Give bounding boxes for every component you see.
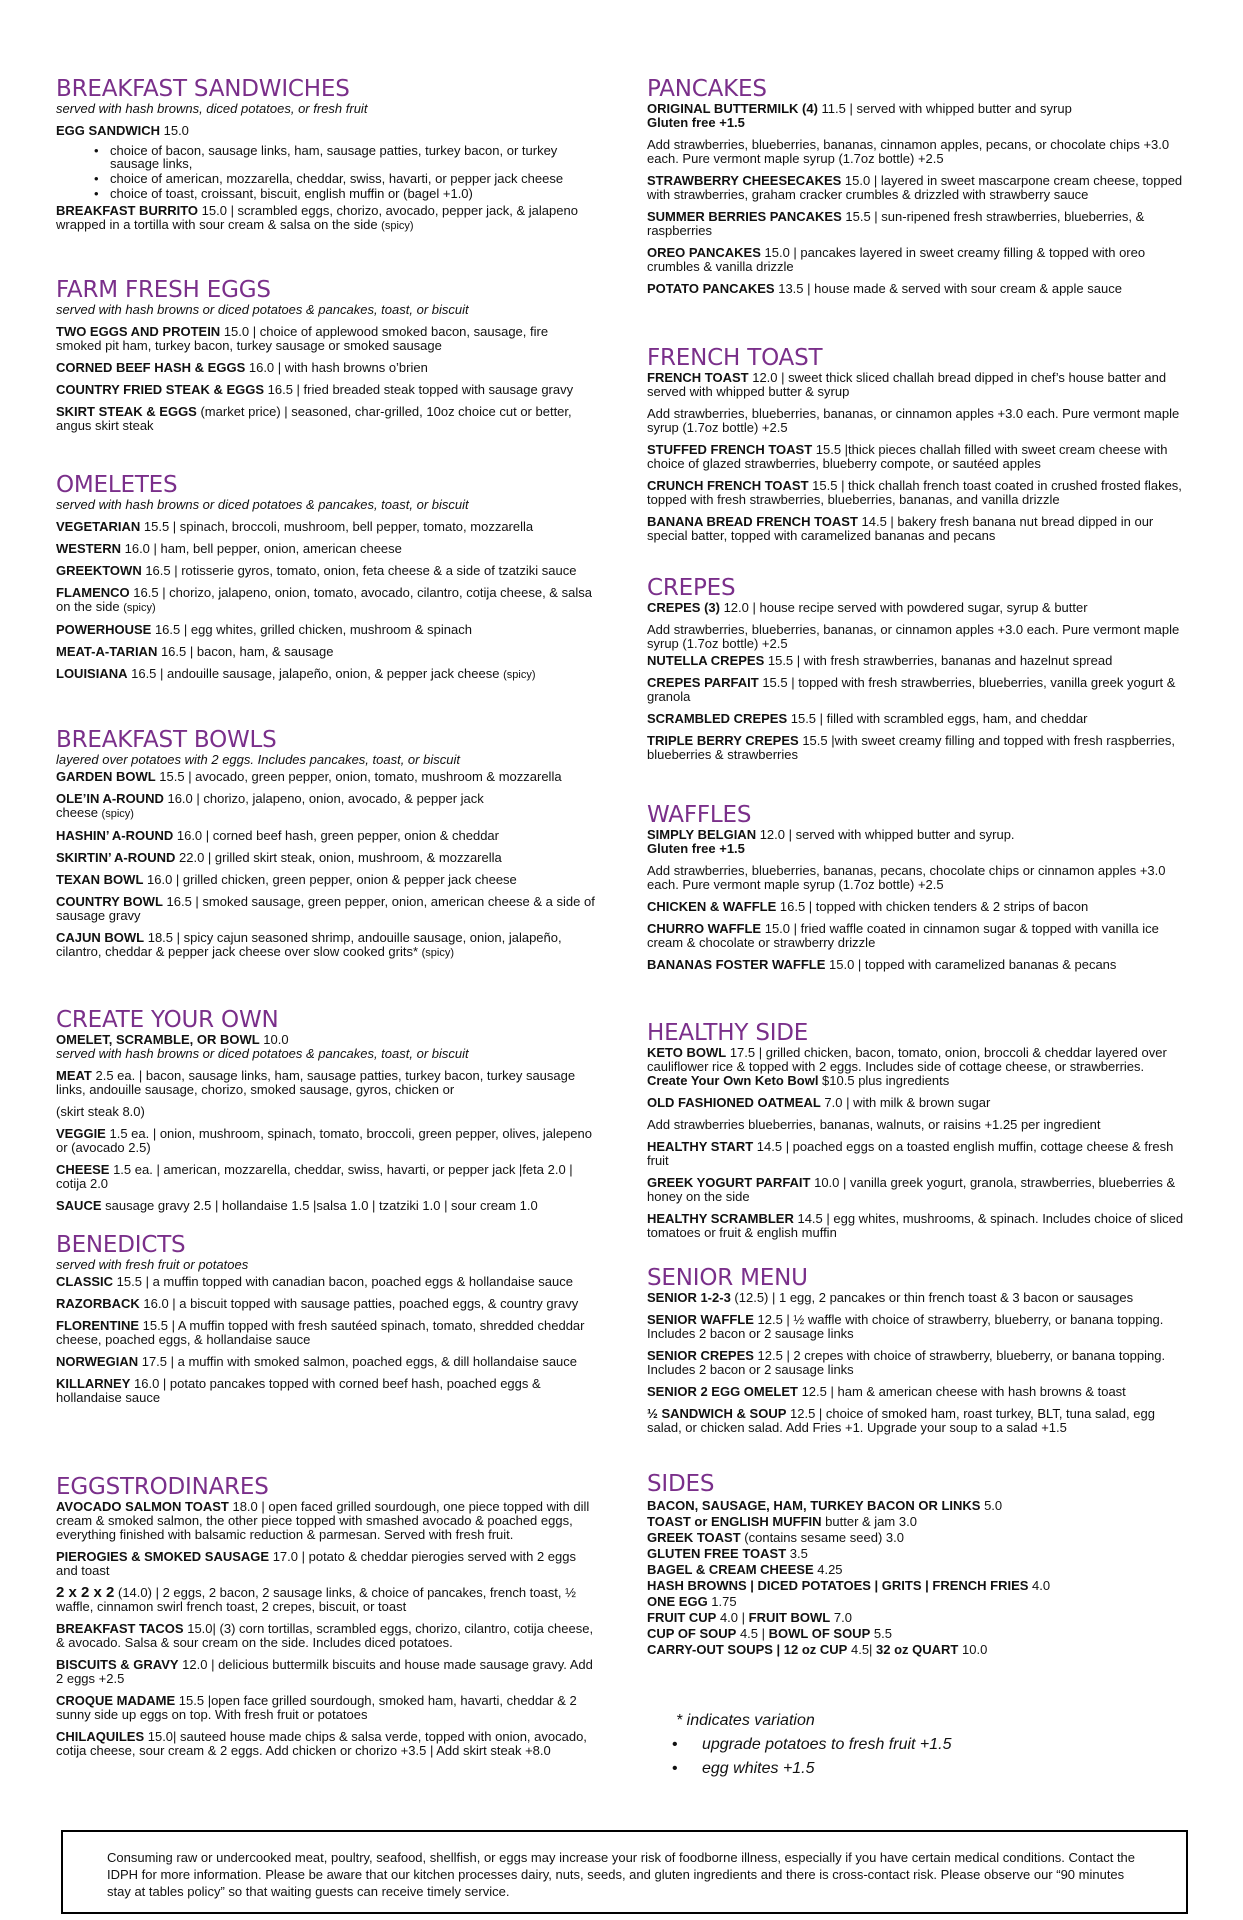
note-item: • egg whites +1.5	[668, 1757, 1148, 1781]
menu-item	[56, 1500, 596, 1542]
item-desc: 15.5 | thick challah french toast coated in crushed frosted flakes, topped with fresh strawberries, blueberries, bananas, and vanilla drizzle	[647, 478, 1182, 507]
item-name: CHEESE	[56, 1162, 110, 1177]
item-name: FLORENTINE	[56, 1318, 140, 1333]
menu-item	[56, 1163, 596, 1191]
menu-item	[56, 1069, 596, 1097]
item-name: CRUNCH FRENCH TOAST	[647, 478, 809, 493]
item-name: EGG SANDWICH	[56, 123, 160, 138]
menu-item	[56, 1127, 596, 1155]
item-name: POTATO PANCAKES	[647, 281, 775, 296]
menu-item	[56, 1199, 596, 1213]
section-title: BENEDICTS	[56, 1232, 186, 1258]
item-name: RAZORBACK	[56, 1296, 140, 1311]
section-subtitle: served with hash browns or diced potatoes & pancakes, toast, or biscuit	[56, 497, 469, 512]
item-desc: 1.5 ea. | american, mozzarella, cheddar, swiss, havarti, or pepper jack |feta 2.0 | cotija 2.0	[56, 1162, 573, 1191]
item-desc: 15.0 | choice of applewood smoked bacon, sausage, fire smoked pit ham, turkey bacon, turkey sausage or smoked sausage	[56, 324, 549, 353]
option-item: • choice of bacon, sausage links, ham, sausage patties, turkey bacon, or turkey sausage links,	[94, 144, 596, 170]
section-title: SENIOR MENU	[647, 1265, 808, 1291]
item-desc: 16.5 | egg whites, grilled chicken, mushroom & spinach	[151, 622, 472, 637]
menu-item	[56, 1275, 596, 1289]
item-desc: 11.5 | served with whipped butter and syrup	[817, 101, 1072, 116]
item-desc: 14.5 | egg whites, mushrooms, & spinach. Includes choice of sliced tomatoes or fruit & english muffin	[647, 1211, 1184, 1240]
item-name: VEGETARIAN	[56, 519, 141, 534]
menu-item	[56, 1377, 596, 1405]
item-price: 10.0	[259, 1032, 289, 1047]
menu-item	[56, 405, 596, 433]
item-desc: 12.0 | sweet thick sliced challah bread dipped in chef’s house batter and served with whipped butter & syrup	[647, 370, 1167, 399]
menu-item	[647, 479, 1187, 507]
item-name: SAUCE	[56, 1198, 102, 1213]
item-desc: 22.0 | grilled skirt steak, onion, mushroom, & mozzarella	[175, 850, 502, 865]
item-name: CHURRO WAFFLE	[647, 921, 762, 936]
menu-item	[647, 864, 1187, 892]
section-eggstrodinares	[56, 1474, 596, 1758]
item-name: CUP OF SOUP	[647, 1626, 737, 1641]
item-name: Create Your Own Keto Bowl	[647, 1073, 819, 1088]
item-desc: 10.0	[958, 1642, 988, 1657]
section-french-toast	[647, 345, 1187, 543]
section-title: HEALTHY SIDE	[647, 1020, 809, 1046]
section-subtitle: served with fresh fruit or potatoes	[56, 1257, 249, 1272]
menu-item	[56, 667, 596, 682]
menu-item	[647, 676, 1187, 704]
menu-item	[56, 1730, 596, 1758]
item-desc: 15.5 | with fresh strawberries, bananas and hazelnut spread	[764, 653, 1113, 668]
side-item	[647, 1579, 1187, 1593]
menu-item	[56, 1622, 596, 1650]
spicy-note: (spicy)	[123, 602, 156, 614]
item-desc: 17.0 | potato & cheddar pierogies served with 2 eggs and toast	[56, 1549, 576, 1578]
item-name: FRUIT BOWL	[748, 1610, 831, 1625]
menu-item	[647, 174, 1187, 202]
item-name: GREEKTOWN	[56, 563, 142, 578]
section-title: OMELETES	[56, 472, 178, 498]
item-name: STUFFED FRENCH TOAST	[647, 442, 813, 457]
menu-item	[647, 282, 1187, 296]
item-desc: 16.5 | bacon, ham, & sausage	[157, 644, 334, 659]
item-name: BANANA BREAD FRENCH TOAST	[647, 514, 858, 529]
menu-item	[56, 542, 596, 556]
item-name: TRIPLE BERRY CREPES	[647, 733, 799, 748]
section-crepes	[647, 575, 1187, 762]
item-name: CREPES PARFAIT	[647, 675, 759, 690]
menu-item	[56, 1550, 596, 1578]
side-item	[647, 1595, 1187, 1609]
item-desc: sausage gravy 2.5 | hollandaise 1.5 |salsa 1.0 | tzatziki 1.0 | sour cream 1.0	[101, 1198, 538, 1213]
item-name: GREEK TOAST	[647, 1530, 741, 1545]
item-name: BAGEL & CREAM CHEESE	[647, 1562, 814, 1577]
side-item	[647, 1627, 1187, 1641]
item-desc: (14.0) | 2 eggs, 2 bacon, 2 sausage links, & choice of pancakes, french toast, ½ waffle, cinnamon swirl french toast, 2 crepes, biscuit, or toast	[56, 1585, 576, 1614]
section-title: CREATE YOUR OWN	[56, 1007, 279, 1033]
menu-item	[647, 246, 1187, 274]
menu-item	[647, 1313, 1187, 1341]
item-desc: (12.5) | 1 egg, 2 pancakes or thin french toast & 3 bacon or sausages	[730, 1290, 1134, 1305]
menu-item	[56, 586, 596, 615]
item-name: BOWL OF SOUP	[768, 1626, 871, 1641]
item-desc: 16.5 | rotisserie gyros, tomato, onion, feta cheese & a side of tzatziki sauce	[141, 563, 577, 578]
menu-item	[56, 895, 596, 923]
item-name: 32 oz QUART	[872, 1642, 959, 1657]
item-name: CHILAQUILES	[56, 1729, 145, 1744]
menu-item	[56, 1319, 596, 1347]
item-desc: 16.5 | andouille sausage, jalapeño, onion, & pepper jack cheese	[127, 666, 504, 681]
item-name: CARRY-OUT SOUPS | 12 oz CUP	[647, 1642, 848, 1657]
item-name: SKIRTIN’ A-ROUND	[56, 850, 176, 865]
item-name: SENIOR 2 EGG OMELET	[647, 1384, 798, 1399]
section-healthy-side	[647, 1020, 1187, 1240]
item-desc: 16.5 | smoked sausage, green pepper, onion, american cheese & a side of sausage gravy	[56, 894, 595, 923]
item-desc: 16.0 | corned beef hash, green pepper, onion & cheddar	[173, 828, 499, 843]
item-name: OMELET, SCRAMBLE, OR BOWL	[56, 1032, 260, 1047]
item-name: STRAWBERRY CHEESECAKES	[647, 173, 842, 188]
menu-item	[647, 712, 1187, 726]
item-name: BREAKFAST TACOS	[56, 1621, 184, 1636]
item-name: CREPES (3)	[647, 600, 720, 615]
item-desc: 16.0 | a biscuit topped with sausage patties, poached eggs, & country gravy	[139, 1296, 579, 1311]
notes-block	[668, 1709, 1148, 1781]
section-subtitle: served with hash browns, diced potatoes, or fresh fruit	[56, 101, 368, 116]
option-list	[94, 144, 596, 200]
option-item: • choice of toast, croissant, biscuit, english muffin or (bagel +1.0)	[94, 187, 596, 200]
menu-item	[647, 1140, 1187, 1168]
item-name: TOAST or ENGLISH MUFFIN	[647, 1514, 822, 1529]
menu-item	[56, 931, 596, 960]
item-name: SENIOR CREPES	[647, 1348, 754, 1363]
item-name: NUTELLA CREPES	[647, 653, 765, 668]
item-desc: 10.0 | vanilla greek yogurt, granola, strawberries, blueberries & honey on the side	[647, 1175, 1176, 1204]
item-desc: 15.0 | pancakes layered in sweet creamy filling & topped with oreo crumbles & vanilla drizzle	[647, 245, 1146, 274]
disclaimer-box	[61, 1830, 1188, 1914]
menu-item	[647, 900, 1187, 914]
item-desc: 4.0 |	[716, 1610, 749, 1625]
menu-item	[56, 623, 596, 637]
item-name: KETO BOWL	[647, 1045, 727, 1060]
menu-item	[647, 828, 1187, 856]
item-name: MEAT-A-TARIAN	[56, 644, 158, 659]
item-desc: 16.0 | with hash browns o’brien	[245, 360, 428, 375]
item-desc: 18.5 | spicy cajun seasoned shrimp, andouille sausage, onion, jalapeño, cilantro, cheddar & pepper jack cheese over slow cooked grits*	[56, 930, 562, 959]
item-name: TEXAN BOWL	[56, 872, 144, 887]
item-desc: 7.0	[830, 1610, 852, 1625]
item-name: HEALTHY SCRAMBLER	[647, 1211, 794, 1226]
menu-item	[647, 1046, 1187, 1088]
menu-item	[56, 770, 596, 784]
item-name: SENIOR WAFFLE	[647, 1312, 754, 1327]
item-desc: 16.5 | topped with chicken tenders & 2 strips of bacon	[776, 899, 1089, 914]
item-desc: Add strawberries, blueberries, bananas, cinnamon apples, pecans, or chocolate chips +3.0 each. Pure vermont maple syrup (1.7oz bottle) +2.5	[647, 137, 1170, 166]
item-desc: 15.5 | avocado, green pepper, onion, tomato, mushroom & mozzarella	[155, 769, 562, 784]
menu-item	[56, 1033, 596, 1047]
menu-item	[647, 1349, 1187, 1377]
item-desc: 15.5 | topped with fresh strawberries, blueberries, vanilla greek yogurt & granola	[647, 675, 1176, 704]
menu-item	[56, 204, 596, 233]
menu-item	[56, 1105, 596, 1119]
item-name: POWERHOUSE	[56, 622, 152, 637]
item-name: VEGGIE	[56, 1126, 106, 1141]
section-title: PANCAKES	[647, 76, 767, 102]
menu-item	[647, 210, 1187, 238]
menu-item	[647, 371, 1187, 399]
menu-item	[647, 1407, 1187, 1435]
menu-item	[647, 1118, 1187, 1132]
item-desc: 15.5 |open face grilled sourdough, smoked ham, havarti, cheddar & 2 sunny side up eggs on top. With fresh fruit or potatoes	[56, 1693, 577, 1722]
spicy-note: (spicy)	[381, 220, 414, 232]
item-name: CAJUN BOWL	[56, 930, 145, 945]
side-item	[647, 1611, 1187, 1625]
item-desc: 12.0 | delicious buttermilk biscuits and house made sausage gravy. Add 2 eggs +2.5	[56, 1657, 593, 1686]
spicy-note: (spicy)	[421, 947, 455, 959]
menu-item	[647, 407, 1187, 435]
item-desc: 12.0 | served with whipped butter and syrup.	[756, 827, 1015, 842]
item-desc: 15.5 |thick pieces challah filled with sweet cream cheese with choice of glazed strawberries, blueberry compote, or sautéed apples	[647, 442, 1168, 471]
menu-item	[647, 1385, 1187, 1399]
item-desc: 1.75	[707, 1594, 737, 1609]
menu-item	[56, 1586, 596, 1614]
menu-item	[647, 515, 1187, 543]
menu-item	[56, 1297, 596, 1311]
item-name: OREO PANCAKES	[647, 245, 761, 260]
section-title: CREPES	[647, 575, 736, 601]
item-name: PIEROGIES & SMOKED SAUSAGE	[56, 1549, 270, 1564]
section-title: BREAKFAST SANDWICHES	[56, 76, 350, 102]
disclaimer-text: Consuming raw or undercooked meat, poultry, seafood, shellfish, or eggs may increase your risk of foodborne illness, especially if you have certain medical conditions. Contact the IDPH for more information. Please be aware that our kitchen processes dairy, nuts, seeds, and gluten ingredients and there is cross-contact risk. Please observe our “90 minutes stay at tables policy” so that waiting guests can receive timely service.	[107, 1850, 1136, 1899]
menu-item	[56, 873, 596, 887]
item-desc: 2.5 ea. | bacon, sausage links, ham, sausage patties, turkey bacon, turkey sausage links, andouille sausage, chorizo, smoked sausage, gyros, chicken or	[56, 1068, 576, 1097]
item-desc: 1.5 ea. | onion, mushroom, spinach, tomato, broccoli, green pepper, olives, jalepeno or (avocado 2.5)	[56, 1126, 592, 1155]
section-title: FRENCH TOAST	[647, 345, 823, 371]
menu-item	[647, 623, 1187, 651]
menu-item	[647, 1096, 1187, 1110]
item-desc: 12.0 | house recipe served with powdered sugar, syrup & butter	[719, 600, 1088, 615]
item-desc: 15.0 | topped with caramelized bananas & pecans	[825, 957, 1117, 972]
section-waffles	[647, 802, 1187, 972]
menu-item	[56, 792, 506, 821]
menu-item	[56, 1658, 596, 1686]
item-desc: 7.0 | with milk & brown sugar	[820, 1095, 991, 1110]
item-desc: 15.0 | scrambled eggs, chorizo, avocado, pepper jack, & jalapeno wrapped in a tortilla with sour cream & salsa on the side	[56, 203, 578, 232]
item-desc: 14.5 | bakery fresh banana nut bread dipped in our special batter, topped with caramelized bananas and pecans	[647, 514, 1154, 543]
item-name: HASH BROWNS | DICED POTATOES | GRITS | FRENCH FRIES	[647, 1578, 1029, 1593]
item-name: BACON, SAUSAGE, HAM, TURKEY BACON OR LINKS	[647, 1498, 981, 1513]
item-name: 2 x 2 x 2	[56, 1584, 115, 1601]
item-name: OLE’IN A-ROUND	[56, 791, 164, 806]
menu-item	[647, 922, 1187, 950]
section-subtitle: layered over potatoes with 2 eggs. Includes pancakes, toast, or biscuit	[56, 752, 460, 767]
menu-item	[647, 443, 1187, 471]
gluten-free-note: Gluten free +1.5	[647, 841, 745, 856]
menu-item	[56, 383, 596, 397]
spicy-note: (spicy)	[503, 669, 536, 681]
menu-item	[56, 520, 596, 534]
item-desc: 15.5 |with sweet creamy filling and topped with fresh raspberries, blueberries & strawberries	[647, 733, 1175, 762]
item-name: SENIOR 1-2-3	[647, 1290, 731, 1305]
menu-item	[647, 1176, 1187, 1204]
side-item	[647, 1563, 1187, 1577]
item-desc: (skirt steak 8.0)	[56, 1104, 145, 1119]
item-name: COUNTRY BOWL	[56, 894, 163, 909]
item-name: AVOCADO SALMON TOAST	[56, 1499, 229, 1514]
menu-item	[56, 851, 596, 865]
section-senior-menu	[647, 1265, 1187, 1435]
item-desc: 17.5 | a muffin with smoked salmon, poached eggs, & dill hollandaise sauce	[138, 1354, 578, 1369]
item-desc: Add strawberries, blueberries, bananas, pecans, chocolate chips or cinnamon apples +3.0 each. Pure vermont maple syrup (1.7oz bottle) +2.5	[647, 863, 1166, 892]
item-desc: 16.0 | potato pancakes topped with corned beef hash, poached eggs & hollandaise sauce	[56, 1376, 541, 1405]
section-subtitle: served with hash browns or diced potatoes & pancakes, toast, or biscuit	[56, 1046, 469, 1061]
menu-item	[56, 645, 596, 659]
item-desc: 15.0| (3) corn tortillas, scrambled eggs, chorizo, cilantro, cotija cheese, & avocado. Salsa & sour cream on the side. Includes diced potatoes.	[56, 1621, 594, 1650]
item-name: BANANAS FOSTER WAFFLE	[647, 957, 826, 972]
side-item	[647, 1515, 1187, 1529]
spicy-note: (spicy)	[101, 808, 134, 820]
menu-item	[647, 958, 1187, 972]
menu-item	[647, 601, 1187, 615]
item-desc: 12.5 | choice of smoked ham, roast turkey, BLT, tuna salad, egg salad, or chicken salad. Add Fries +1. Upgrade your soup to a salad +1.5	[647, 1406, 1155, 1435]
item-name: CLASSIC	[56, 1274, 114, 1289]
item-name: FLAMENCO	[56, 585, 130, 600]
item-name: ORIGINAL BUTTERMILK (4)	[647, 101, 818, 116]
side-item	[647, 1531, 1187, 1545]
variation-note: * indicates variation	[676, 1712, 815, 1729]
item-desc: 15.5 | sun-ripened fresh strawberries, blueberries, & raspberries	[647, 209, 1145, 238]
item-name: BREAKFAST BURRITO	[56, 203, 199, 218]
item-name: SKIRT STEAK & EGGS	[56, 404, 197, 419]
menu-item	[56, 1694, 596, 1722]
item-name: GREEK YOGURT PARFAIT	[647, 1175, 811, 1190]
item-desc: 15.0 | layered in sweet mascarpone cream cheese, topped with strawberries, graham cracker crumbles & drizzled with strawberry sauce	[647, 173, 1183, 202]
section-pancakes	[647, 76, 1187, 296]
menu-item	[647, 1212, 1187, 1240]
menu-item	[647, 1291, 1187, 1305]
item-desc: 16.0 | grilled chicken, green pepper, onion & pepper jack cheese	[143, 872, 517, 887]
item-desc: 12.5 | 2 crepes with choice of strawberry, blueberry, or banana topping. Includes 2 bacon or 2 sausage links	[647, 1348, 1166, 1377]
item-name: WESTERN	[56, 541, 121, 556]
item-desc: 14.5 | poached eggs on a toasted english muffin, cottage cheese & fresh fruit	[647, 1139, 1174, 1168]
item-desc: Add strawberries, blueberries, bananas, or cinnamon apples +3.0 each. Pure vermont maple syrup (1.7oz bottle) +2.5	[647, 622, 1180, 651]
item-name: CORNED BEEF HASH & EGGS	[56, 360, 246, 375]
section-title: SIDES	[647, 1471, 715, 1497]
item-desc: 17.5 | grilled chicken, bacon, tomato, onion, broccoli & cheddar layered over cauliflower rice & topped with 2 eggs. Includes side of cottage cheese, or strawberries.	[647, 1045, 1167, 1074]
side-item	[647, 1499, 1187, 1513]
menu-item	[56, 361, 596, 375]
side-item	[647, 1643, 1187, 1657]
item-name: HEALTHY START	[647, 1139, 754, 1154]
menu-item	[647, 654, 1187, 668]
menu-item	[647, 102, 1187, 130]
item-desc: 15.5 | filled with scrambled eggs, ham, and cheddar	[787, 711, 1088, 726]
item-name: HASHIN’ A-ROUND	[56, 828, 174, 843]
item-desc: butter & jam 3.0	[821, 1514, 917, 1529]
section-benedicts	[56, 1232, 596, 1405]
item-desc: 12.5 | ½ waffle with choice of strawberry, blueberry, or banana topping. Includes 2 bacon or 2 sausage links	[647, 1312, 1164, 1341]
item-name: CROQUE MADAME	[56, 1693, 176, 1708]
item-desc: 15.0| sauteed house made chips & salsa verde, topped with onion, avocado, cotija cheese, sour cream & 2 eggs. Add chicken or chorizo +3.5 | Add skirt steak +8.0	[56, 1729, 587, 1758]
item-desc: (market price) | seasoned, char-grilled, 10oz choice cut or better, angus skirt steak	[56, 404, 572, 433]
item-name: GLUTEN FREE TOAST	[647, 1546, 787, 1561]
menu-item	[56, 1355, 596, 1369]
item-name: LOUISIANA	[56, 666, 128, 681]
note-item: • upgrade potatoes to fresh fruit +1.5	[668, 1733, 1148, 1757]
menu-item	[647, 734, 1187, 762]
menu-item	[56, 325, 596, 353]
item-name: OLD FASHIONED OATMEAL	[647, 1095, 821, 1110]
item-name: ONE EGG	[647, 1594, 708, 1609]
menu-item	[56, 829, 596, 843]
item-desc: $10.5 plus ingredients	[818, 1073, 950, 1088]
item-desc: 15.5 | a muffin topped with canadian bacon, poached eggs & hollandaise sauce	[113, 1274, 573, 1289]
item-desc: 16.0 | ham, bell pepper, onion, american cheese	[121, 541, 402, 556]
item-desc: 4.0	[1028, 1578, 1051, 1593]
item-desc: 3.5	[786, 1546, 808, 1561]
section-breakfast-bowls	[56, 727, 596, 960]
item-desc: 4.5|	[847, 1642, 873, 1657]
item-desc: 5.0	[980, 1498, 1003, 1513]
item-name: SCRAMBLED CREPES	[647, 711, 788, 726]
item-desc: 16.0 | chorizo, jalapeno, onion, avocado, & pepper jack cheese	[56, 791, 484, 820]
item-desc: 16.5 | chorizo, jalapeno, onion, tomato, avocado, cilantro, cotija cheese, & salsa on the side	[56, 585, 592, 614]
item-desc: 12.5 | ham & american cheese with hash browns & toast	[797, 1384, 1126, 1399]
side-item	[647, 1547, 1187, 1561]
item-desc: 15.0 | fried waffle coated in cinnamon sugar & topped with vanilla ice cream & chocolate or strawberry drizzle	[647, 921, 1159, 950]
section-subtitle: served with hash browns or diced potatoes & pancakes, toast, or biscuit	[56, 302, 469, 317]
item-name: TWO EGGS AND PROTEIN	[56, 324, 221, 339]
section-farm-fresh-eggs	[56, 277, 596, 433]
item-desc: 5.5	[870, 1626, 892, 1641]
section-title: BREAKFAST BOWLS	[56, 727, 277, 753]
item-name: FRUIT CUP	[647, 1610, 717, 1625]
item-name: BISCUITS & GRAVY	[56, 1657, 179, 1672]
item-name: CHICKEN & WAFFLE	[647, 899, 777, 914]
item-name: ½ SANDWICH & SOUP	[647, 1406, 787, 1421]
menu-item	[56, 124, 596, 138]
section-title: EGGSTRODINARES	[56, 1474, 269, 1500]
item-desc: 18.0 | open faced grilled sourdough, one piece topped with dill cream & smoked salmon, the other piece topped with smashed avocado & poached eggs, everything finished with balsamic reduction & parmesan. Served with fresh fruit.	[56, 1499, 590, 1542]
item-name: MEAT	[56, 1068, 92, 1083]
item-name: NORWEGIAN	[56, 1354, 139, 1369]
item-desc: 15.5 | spinach, broccoli, mushroom, bell pepper, tomato, mozzarella	[140, 519, 534, 534]
section-sides	[647, 1471, 1187, 1657]
section-title: WAFFLES	[647, 802, 752, 828]
item-desc: (contains sesame seed) 3.0	[740, 1530, 904, 1545]
section-title: FARM FRESH EGGS	[56, 277, 271, 303]
item-price: 15.0	[160, 123, 189, 138]
item-name: FRENCH TOAST	[647, 370, 749, 385]
notes-list	[668, 1733, 1148, 1781]
section-create-your-own	[56, 1007, 596, 1213]
section-omeletes	[56, 472, 596, 682]
item-name: KILLARNEY	[56, 1376, 131, 1391]
item-desc: 15.5 | A muffin topped with fresh sautéed spinach, tomato, shredded cheddar cheese, poached eggs, & hollandaise sauce	[56, 1318, 585, 1347]
item-desc: Add strawberries blueberries, bananas, walnuts, or raisins +1.25 per ingredient	[647, 1117, 1101, 1132]
item-desc: 16.5 | fried breaded steak topped with sausage gravy	[264, 382, 574, 397]
item-desc: 4.5 |	[736, 1626, 769, 1641]
item-name: COUNTRY FRIED STEAK & EGGS	[56, 382, 265, 397]
item-desc: Add strawberries, blueberries, bananas, or cinnamon apples +3.0 each. Pure vermont maple syrup (1.7oz bottle) +2.5	[647, 406, 1180, 435]
item-desc: 4.25	[813, 1562, 843, 1577]
gluten-free-note: Gluten free +1.5	[647, 115, 745, 130]
option-item: • choice of american, mozzarella, cheddar, swiss, havarti, or pepper jack cheese	[94, 172, 596, 185]
menu-item	[647, 138, 1187, 166]
item-name: SUMMER BERRIES PANCAKES	[647, 209, 842, 224]
item-desc: 13.5 | house made & served with sour cream & apple sauce	[774, 281, 1122, 296]
item-name: GARDEN BOWL	[56, 769, 156, 784]
menu-item	[56, 564, 596, 578]
section-breakfast-sandwiches	[56, 76, 596, 233]
item-name: SIMPLY BELGIAN	[647, 827, 757, 842]
